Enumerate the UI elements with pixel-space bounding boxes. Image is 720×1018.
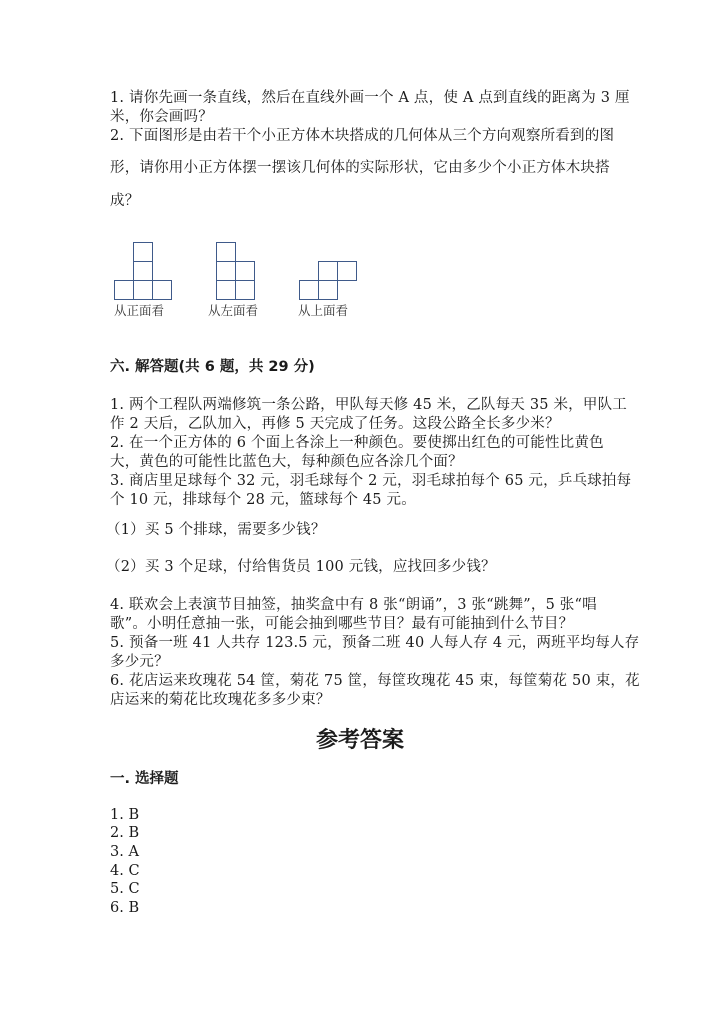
front-view-cell <box>152 280 172 300</box>
q2-line-1: 2. 下面图形是由若干个小正方体木块搭成的几何体从三个方向观察所看到的图 <box>110 128 615 144</box>
answer-item: 2. B <box>110 825 140 841</box>
s6-q6-line-2: 店运来的菊花比玫瑰花多多少束？ <box>110 692 331 708</box>
top-view-cell <box>318 261 338 281</box>
s6-q2-line-2: 大，黄色的可能性比蓝色大，每种颜色应各涂几个面？ <box>110 454 463 470</box>
section6-heading: 六. 解答题(共 6 题，共 29 分) <box>110 359 315 375</box>
answers-title: 参考答案 <box>315 728 404 753</box>
q1-line-1: 1. 请你先画一条直线，然后在直线外画一个 A 点，使 A 点到直线的距离为 3 厘 <box>110 90 630 106</box>
front-view-cell <box>133 280 153 300</box>
left-view-cell <box>216 261 236 281</box>
top-view-cell <box>318 280 338 300</box>
answer-item: 4. C <box>110 863 140 879</box>
s6-q3-line-1: 3. 商店里足球每个 32 元，羽毛球每个 2 元，羽毛球拍每个 65 元，乒乓球拍每 <box>110 473 632 489</box>
q2-line-3: 成？ <box>110 193 140 209</box>
front-view-cell <box>133 261 153 281</box>
s6-q3-line-2: 个 10 元，排球每个 28 元，篮球每个 45 元。 <box>110 492 416 508</box>
top-view-cell <box>337 261 357 281</box>
left-view-cell <box>216 280 236 300</box>
s6-q3-sub-2: （2）买 3 个足球，付给售货员 100 元钱，应找回多少钱？ <box>106 559 496 575</box>
top-view-label: 从上面看 <box>298 303 349 318</box>
answer-item: 5. C <box>110 881 140 897</box>
front-view-label: 从正面看 <box>114 303 165 318</box>
s6-q5-line-2: 多少元？ <box>110 654 169 670</box>
q1-line-2: 米，你会画吗？ <box>110 109 213 125</box>
answer-item: 6. B <box>110 900 140 916</box>
q2-line-2: 形，请你用小正方体摆一摆该几何体的实际形状，它由多少个小正方体木块搭 <box>110 160 610 176</box>
s6-q6-line-1: 6. 花店运来玫瑰花 54 筐，菊花 75 筐，每筐玫瑰花 45 束，每筐菊花 50 束，花 <box>110 673 640 689</box>
top-view-cell <box>299 280 319 300</box>
front-view-cell <box>114 280 134 300</box>
s6-q4-line-2: 歌”。小明任意抽一张，可能会抽到哪些节目？最有可能抽到什么节目？ <box>110 616 574 632</box>
s6-q1-line-2: 作 2 天后，乙队加入，再修 5 天完成了任务。这段公路全长多少米？ <box>110 416 560 432</box>
s6-q1-line-1: 1. 两个工程队两端修筑一条公路，甲队每天修 45 米，乙队每天 35 米，甲队工 <box>110 397 627 413</box>
s6-q5-line-1: 5. 预备一班 41 人共存 123.5 元，预备二班 40 人每人存 4 元，两班平均每人存 <box>110 635 640 651</box>
left-view-label: 从左面看 <box>208 303 259 318</box>
front-view-cell <box>133 242 153 262</box>
s6-q4-line-1: 4. 联欢会上表演节目抽签，抽奖盒中有 8 张“朗诵”，3 张“跳舞”，5 张“唱 <box>110 597 597 613</box>
left-view-cell <box>235 261 255 281</box>
answer-item: 3. A <box>110 844 139 860</box>
answers-section1-heading: 一. 选择题 <box>110 771 179 787</box>
answer-item: 1. B <box>110 807 140 823</box>
left-view-cell <box>216 242 236 262</box>
left-view-cell <box>235 280 255 300</box>
s6-q3-sub-1: （1）买 5 个排球，需要多少钱？ <box>106 522 326 538</box>
s6-q2-line-1: 2. 在一个正方体的 6 个面上各涂上一种颜色。要使掷出红色的可能性比黄色 <box>110 435 604 451</box>
